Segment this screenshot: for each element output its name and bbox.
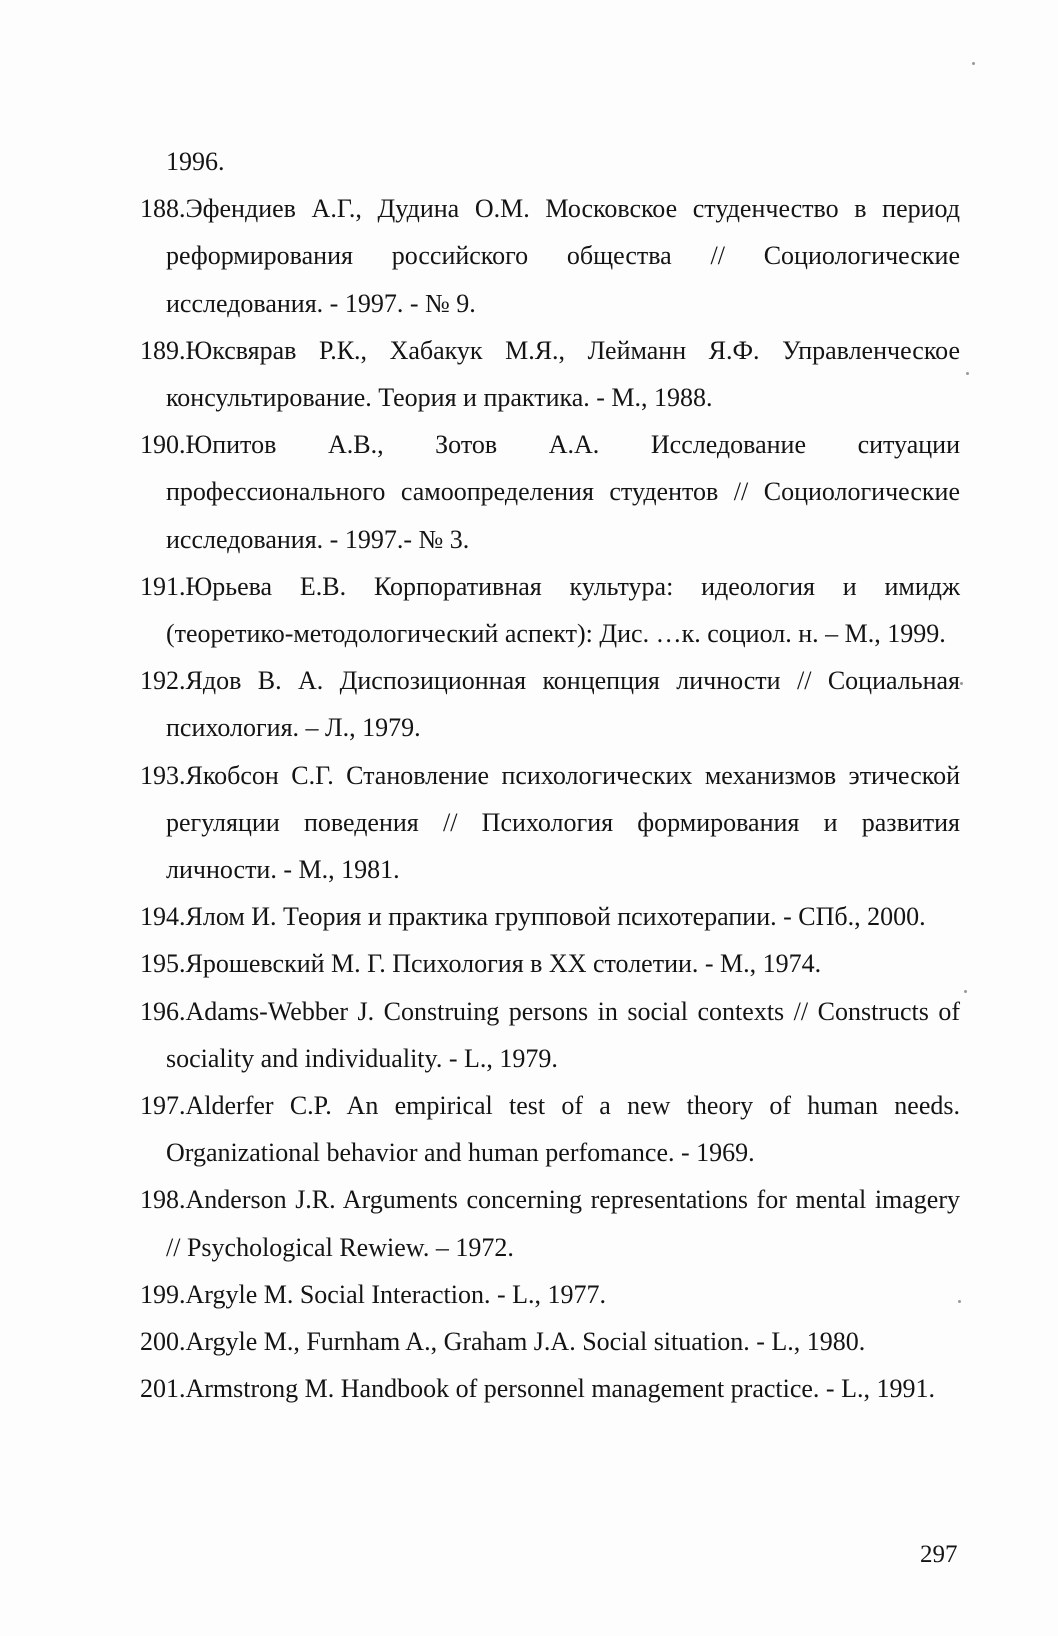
- reference-text: Adams-Webber J. Construing persons in social contexts // Constructs of sociality and individuality. - L., 1979.: [166, 996, 960, 1073]
- reference-text: Юксвярав Р.К., Хабакук М.Я., Лейманн Я.Ф. Управленческое консультирование. Теория и практика. - М., 1988.: [166, 335, 960, 413]
- scan-speck: [964, 990, 967, 993]
- reference-text: Alderfer C.P. An empirical test of a new theory of human needs. Organizational behavior and human perfomance. - 1969.: [166, 1091, 960, 1168]
- reference-number: 198.: [140, 1185, 186, 1215]
- reference-text: Argyle M., Furnham A., Graham J.A. Social situation. - L., 1980.: [185, 1327, 866, 1357]
- reference-number: 196.: [140, 996, 186, 1026]
- reference-number: 194.: [140, 902, 186, 932]
- reference-text: Armstrong M. Handbook of personnel management practice. - L., 1991.: [185, 1374, 935, 1404]
- reference-item-197: [140, 1082, 960, 1176]
- reference-number: 197.: [140, 1091, 186, 1121]
- reference-list: [140, 138, 960, 1412]
- reference-text: Юрьева Е.В. Корпоративная культура: идеология и имидж (теоретико-методологический аспект): Дис. …к. социол. н. – М., 1999.: [166, 571, 960, 649]
- reference-item-196: [140, 988, 960, 1082]
- reference-number: 193.: [140, 760, 186, 790]
- reference-item-200: [140, 1318, 960, 1365]
- page-number: 297: [920, 1541, 958, 1568]
- reference-item-193: [140, 752, 960, 894]
- reference-text: Ялом И. Теория и практика групповой психотерапии. - СПб., 2000.: [185, 902, 926, 932]
- reference-number: 192.: [140, 666, 186, 696]
- reference-item-188: [140, 185, 960, 327]
- reference-item-198: [140, 1176, 960, 1270]
- reference-number: 199.: [140, 1279, 186, 1309]
- reference-text: Argyle M. Social Interaction. - L., 1977.: [185, 1279, 606, 1309]
- reference-item-190: [140, 421, 960, 563]
- reference-number: 191.: [140, 571, 186, 601]
- reference-text: Эфендиев А.Г., Дудина О.М. Московское студенчество в период реформирования российского общества // Социологические исследования. - 1997. - № 9.: [166, 194, 960, 318]
- reference-item-192: [140, 657, 960, 751]
- reference-item-189: [140, 327, 960, 421]
- reference-text: Юпитов А.В., Зотов А.А. Исследование ситуации профессионального самоопределения студентов // Социологические исследования. - 1997.- № 3.: [166, 430, 960, 554]
- reference-text: Ядов В. А. Диспозиционная концепция личности // Социальная психология. – Л., 1979.: [166, 666, 960, 743]
- reference-item-191: [140, 563, 960, 657]
- reference-number: 190.: [140, 430, 186, 460]
- reference-number: 200.: [140, 1327, 186, 1357]
- reference-number: 201.: [140, 1374, 186, 1404]
- reference-text: Anderson J.R. Arguments concerning representations for mental imagery // Psychological Rewiew. – 1972.: [166, 1185, 960, 1262]
- reference-number: 188.: [140, 194, 186, 224]
- scan-speck: [960, 682, 963, 685]
- reference-continuation: 1996.: [166, 147, 225, 176]
- scan-speck: [958, 1300, 961, 1303]
- reference-item-195: [140, 940, 960, 987]
- scan-speck: [966, 372, 969, 375]
- reference-text: Якобсон С.Г. Становление психологических механизмов этической регуляции поведения // Психология формирования и развития личности. - М., 1981.: [166, 760, 960, 885]
- scan-speck: [972, 62, 975, 65]
- reference-item-194: [140, 893, 960, 940]
- reference-number: 189.: [140, 335, 186, 365]
- reference-item-201: [140, 1365, 960, 1412]
- reference-text: Ярошевский М. Г. Психология в XX столетии. - М., 1974.: [185, 949, 822, 979]
- reference-item-199: [140, 1271, 960, 1318]
- reference-number: 195.: [140, 949, 186, 979]
